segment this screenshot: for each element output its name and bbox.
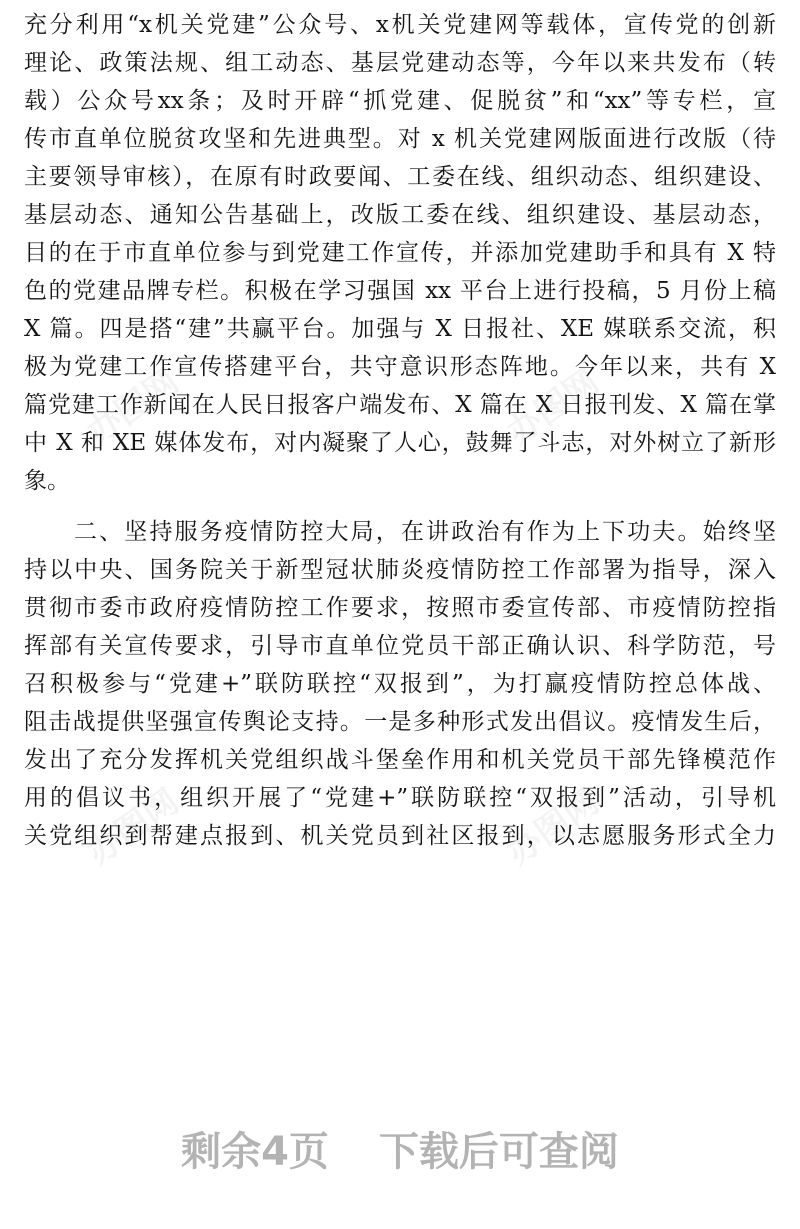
paragraph-line: 贯彻市委市政府疫情防控工作要求，按照市委宣传部、市疫情防控指 [24,595,776,621]
paragraph-line: 阻击战提供坚强宣传舆论支持。一是多种形式发出倡议。疫情发生后， [24,709,776,735]
paragraph-line: 召积极参与“党建+”联防联控“双报到”，为打赢疫情防控总体战、 [24,671,776,697]
paragraph-line: 持以中央、国务院关于新型冠状肺炎疫情防控工作部署为指导，深入 [24,557,776,583]
watermark: 办图网 [499,361,607,454]
paragraph-line: 理论、政策法规、组工动态、基层党建动态等，今年以来共发布（转 [24,50,776,76]
paragraph-line: 载）公众号xx条；及时开辟“抓党建、促脱贫”和“xx”等专栏，宣 [24,88,776,114]
paragraph-line: 发出了充分发挥机关党组织战斗堡垒作用和机关党员干部先锋模范作 [24,747,776,773]
paragraph-line: 象。 [24,468,70,494]
watermark: 办图网 [79,361,187,454]
paragraph-line: 二、坚持服务疫情防控大局，在讲政治有作为上下功夫。始终坚 [74,519,776,545]
paragraph-line: 目的在于市直单位参与到党建工作宣传，并添加党建助手和具有 X 特 [24,240,776,266]
paragraph-line: 主要领导审核），在原有时政要闻、工委在线、组织动态、组织建设、 [24,164,776,190]
paragraph-line: 传市直单位脱贫攻坚和先进典型。对 x 机关党建网版面进行改版（待 [24,126,776,152]
paragraph-line: 中 X 和 XE 媒体发布，对内凝聚了人心，鼓舞了斗志，对外树立了新形 [24,430,776,456]
paragraph-line: 充分利用“x机关党建”公众号、x机关党建网等载体，宣传党的创新 [24,12,776,38]
paragraph-line: 挥部有关宣传要求，引导市直单位党员干部正确认识、科学防范，号 [24,633,776,659]
paragraph-line: 极为党建工作宣传搭建平台，共守意识形态阵地。今年以来，共有 X [24,354,776,380]
paragraph-line: X 篇。四是搭“建”共赢平台。加强与 X 日报社、XE 媒联系交流，积 [24,316,776,342]
download-prompt-banner[interactable] [0,1122,800,1182]
paragraph-line: 篇党建工作新闻在人民日报客户端发布、X 篇在 X 日报刊发、X 篇在掌 [24,392,776,418]
paragraph-line: 基层动态、通知公告基础上，改版工委在线、组织建设、基层动态， [24,202,776,228]
watermark: 办图网 [79,781,187,874]
paragraph-line: 关党组织到帮建点报到、机关党员到社区报到，以志愿服务形式全力 [24,823,776,849]
watermark: 办图网 [499,781,607,874]
paragraph-line: 色的党建品牌专栏。积极在学习强国 xx 平台上进行投稿，5 月份上稿 [24,278,776,304]
paragraph-line: 用的倡议书，组织开展了“党建+”联防联控“双报到”活动，引导机 [24,785,776,811]
remaining-pages-label: 剩余4页 [181,1129,329,1175]
download-hint-label: 下载后可查阅 [378,1129,619,1175]
